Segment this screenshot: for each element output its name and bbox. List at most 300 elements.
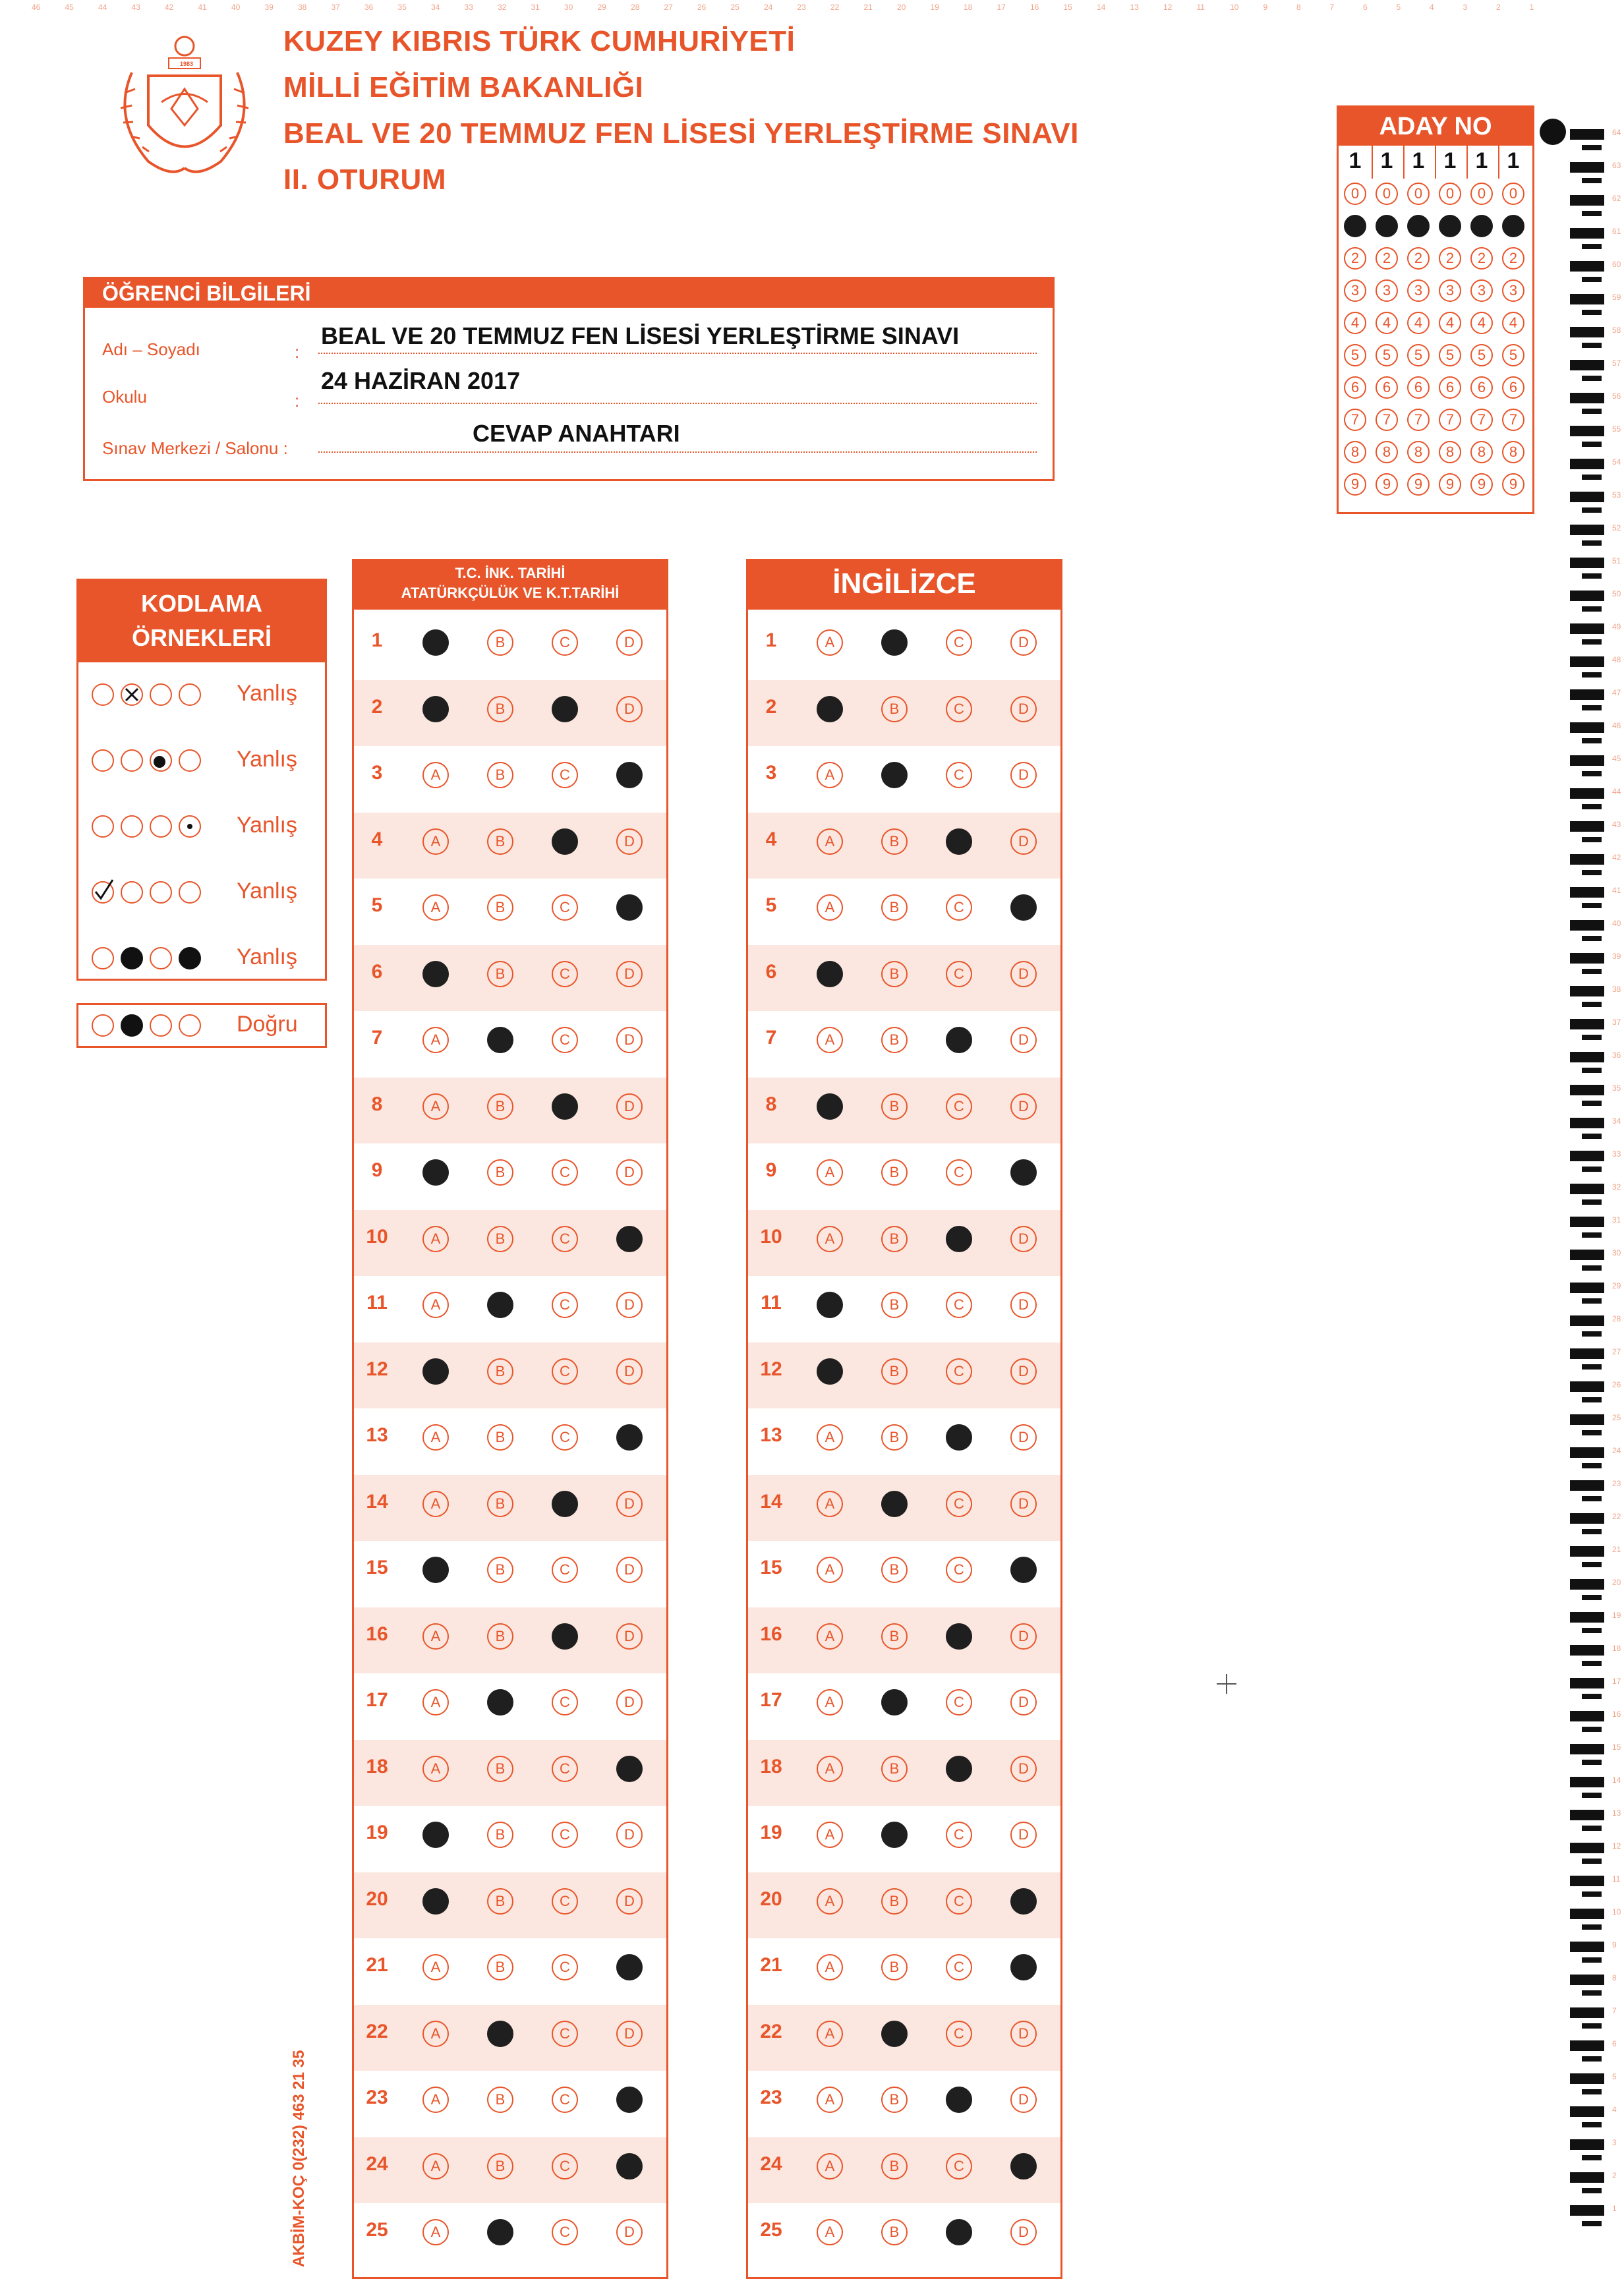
candidate-bubble[interactable]: 9 (1376, 473, 1398, 496)
answer-bubble-c[interactable]: C (946, 1491, 972, 1517)
candidate-bubble[interactable]: 5 (1407, 344, 1430, 366)
answer-bubble-a[interactable]: A (817, 2087, 843, 2113)
answer-bubble-c[interactable]: C (552, 1557, 578, 1583)
answer-bubble-d[interactable] (616, 2087, 643, 2113)
answer-bubble-b[interactable]: B (881, 696, 908, 722)
answer-bubble-d[interactable]: D (1010, 961, 1037, 987)
candidate-bubble[interactable]: 3 (1439, 279, 1461, 302)
answer-bubble-d[interactable]: D (616, 2021, 643, 2047)
answer-bubble-b[interactable]: B (881, 1292, 908, 1318)
answer-bubble-a[interactable]: A (422, 2087, 449, 2113)
answer-bubble-d[interactable]: D (616, 1027, 643, 1053)
candidate-bubble[interactable]: 6 (1376, 376, 1398, 399)
candidate-bubble[interactable] (1376, 215, 1398, 237)
candidate-bubble[interactable]: 5 (1502, 344, 1524, 366)
answer-bubble-d[interactable] (616, 894, 643, 921)
timing-mark (1570, 887, 1604, 898)
answer-bubble-d[interactable]: D (616, 828, 643, 855)
timing-submark (1582, 969, 1602, 974)
answer-bubble-a[interactable]: A (422, 1623, 449, 1650)
answer-bubble-a[interactable] (422, 696, 449, 722)
candidate-bubble[interactable]: 6 (1470, 376, 1493, 399)
digit-divider (1466, 146, 1468, 179)
answer-bubble-d[interactable] (1010, 894, 1037, 921)
answer-bubble-c[interactable]: C (946, 696, 972, 722)
candidate-bubble[interactable]: 5 (1344, 344, 1366, 366)
answer-bubble-b[interactable]: B (881, 2153, 908, 2179)
answer-bubble-d[interactable]: D (1010, 1292, 1037, 1318)
answer-bubble-c[interactable]: C (552, 2219, 578, 2245)
answer-bubble-d[interactable]: D (616, 696, 643, 722)
answer-bubble-d[interactable]: D (616, 2219, 643, 2245)
timing-number: 23 (1612, 1479, 1621, 1488)
candidate-bubble[interactable]: 9 (1439, 473, 1461, 496)
answer-bubble-c[interactable]: C (946, 1822, 972, 1848)
timing-mark (1570, 1052, 1604, 1062)
candidate-bubble[interactable]: 8 (1502, 441, 1524, 463)
answer-bubble-d[interactable] (616, 762, 643, 788)
answer-bubble-a[interactable]: A (422, 828, 449, 855)
candidate-bubble[interactable]: 4 (1376, 312, 1398, 334)
answer-bubble-a[interactable]: A (817, 762, 843, 788)
answer-bubble-d[interactable]: D (1010, 1093, 1037, 1120)
answer-bubble-b[interactable]: B (487, 1093, 513, 1120)
answer-bubble-a[interactable]: A (817, 2153, 843, 2179)
answer-bubble-d[interactable]: D (616, 1292, 643, 1318)
answer-bubble-a[interactable]: A (422, 894, 449, 921)
answer-bubble-d[interactable]: D (1010, 762, 1037, 788)
answer-bubble-a[interactable]: A (817, 894, 843, 921)
candidate-bubble[interactable]: 3 (1344, 279, 1366, 302)
candidate-bubble[interactable]: 0 (1376, 183, 1398, 205)
answer-bubble-a[interactable]: A (817, 1888, 843, 1915)
candidate-bubble[interactable] (1407, 215, 1430, 237)
answer-bubble-d[interactable]: D (1010, 1822, 1037, 1848)
candidate-bubble[interactable]: 9 (1344, 473, 1366, 496)
answer-bubble-a[interactable] (422, 1557, 449, 1583)
answer-bubble-d[interactable] (616, 1756, 643, 1782)
answer-bubble-d[interactable]: D (1010, 1689, 1037, 1716)
answer-row (748, 1210, 1060, 1276)
candidate-bubble[interactable]: 4 (1502, 312, 1524, 334)
answer-bubble-d[interactable]: D (616, 961, 643, 987)
answer-bubble-b[interactable]: B (487, 1491, 513, 1517)
center-value[interactable]: CEVAP ANAHTARI (473, 420, 680, 447)
answer-bubble-b[interactable]: B (487, 1226, 513, 1252)
answer-bubble-c[interactable] (552, 1623, 578, 1650)
answer-bubble-b[interactable]: B (881, 1358, 908, 1385)
answer-bubble-b[interactable] (487, 2219, 513, 2245)
answer-bubble-b[interactable] (487, 1292, 513, 1318)
timing-submark (1582, 1463, 1602, 1468)
answer-bubble-d[interactable]: D (1010, 1226, 1037, 1252)
answer-bubble-c[interactable]: C (552, 1159, 578, 1186)
answer-bubble-a[interactable]: A (817, 2021, 843, 2047)
answer-bubble-b[interactable]: B (881, 1557, 908, 1583)
history-column-title (354, 561, 666, 610)
answer-bubble-c[interactable]: C (552, 762, 578, 788)
answer-bubble-a[interactable]: A (422, 1292, 449, 1318)
answer-bubble-b[interactable] (881, 1491, 908, 1517)
timing-number: 48 (1612, 655, 1621, 664)
answer-bubble-b[interactable] (487, 2021, 513, 2047)
answer-bubble-b[interactable]: B (487, 1954, 513, 1980)
answer-bubble-b[interactable]: B (487, 1888, 513, 1915)
answer-bubble-b[interactable]: B (881, 1027, 908, 1053)
answer-bubble-d[interactable]: D (1010, 629, 1037, 656)
candidate-bubble[interactable]: 3 (1407, 279, 1430, 302)
answer-bubble-b[interactable]: B (487, 1557, 513, 1583)
candidate-bubble[interactable]: 2 (1470, 247, 1493, 270)
answer-bubble-c[interactable]: C (552, 1888, 578, 1915)
answer-bubble-d[interactable]: D (1010, 2219, 1037, 2245)
answer-bubble-a[interactable]: A (817, 1623, 843, 1650)
timing-number: 2 (1612, 2171, 1617, 2180)
answer-bubble-d[interactable]: D (616, 629, 643, 656)
timing-mark (1570, 1184, 1604, 1194)
answer-bubble-a[interactable]: A (422, 1027, 449, 1053)
answer-bubble-a[interactable] (817, 1292, 843, 1318)
candidate-bubble[interactable]: 7 (1344, 409, 1366, 431)
candidate-bubble[interactable]: 8 (1344, 441, 1366, 463)
answer-bubble-a[interactable]: A (422, 1954, 449, 1980)
answer-bubble-d[interactable] (1010, 1888, 1037, 1915)
answer-bubble-a[interactable] (422, 1159, 449, 1186)
answer-bubble-b[interactable]: B (487, 696, 513, 722)
answer-bubble-a[interactable] (422, 629, 449, 656)
candidate-bubble[interactable]: 6 (1407, 376, 1430, 399)
candidate-bubble[interactable]: 2 (1376, 247, 1398, 270)
answer-bubble-a[interactable] (817, 961, 843, 987)
answer-bubble-d[interactable]: D (616, 1822, 643, 1848)
answer-bubble-a[interactable] (817, 1358, 843, 1385)
answer-bubble-a[interactable]: A (817, 1756, 843, 1782)
top-timing-numbers (26, 0, 1542, 14)
answer-bubble-d[interactable] (1010, 1159, 1037, 1186)
answer-bubble-b[interactable]: B (881, 2219, 908, 2245)
candidate-bubble[interactable]: 2 (1344, 247, 1366, 270)
answer-bubble-c[interactable]: C (552, 2153, 578, 2179)
answer-bubble-d[interactable]: D (616, 1159, 643, 1186)
timing-submark (1582, 145, 1602, 150)
answer-bubble-a[interactable]: A (817, 1689, 843, 1716)
candidate-bubble[interactable]: 2 (1407, 247, 1430, 270)
candidate-bubble[interactable]: 5 (1470, 344, 1493, 366)
candidate-bubble[interactable]: 2 (1502, 247, 1524, 270)
answer-bubble-b[interactable]: B (487, 1159, 513, 1186)
answer-bubble-c[interactable]: C (946, 894, 972, 921)
answer-bubble-c[interactable]: C (552, 894, 578, 921)
answer-bubble-b[interactable]: B (881, 961, 908, 987)
answer-bubble-a[interactable]: A (817, 1027, 843, 1053)
answer-bubble-b[interactable]: B (487, 1623, 513, 1650)
answer-bubble-c[interactable]: C (946, 2021, 972, 2047)
timing-submark (1582, 1891, 1602, 1897)
answer-bubble-b[interactable]: B (487, 1424, 513, 1451)
candidate-bubble[interactable]: 8 (1439, 441, 1461, 463)
answer-bubble-b[interactable]: B (487, 762, 513, 788)
timing-number: 25 (1612, 1413, 1621, 1422)
answer-bubble-d[interactable]: D (616, 1623, 643, 1650)
answer-bubble-b[interactable]: B (487, 828, 513, 855)
answer-bubble-c[interactable]: C (946, 1093, 972, 1120)
answer-bubble-c[interactable]: C (946, 762, 972, 788)
candidate-bubble[interactable]: 3 (1376, 279, 1398, 302)
answer-bubble-a[interactable]: A (422, 1491, 449, 1517)
candidate-bubble[interactable]: 7 (1502, 409, 1524, 431)
answer-bubble-a[interactable]: A (817, 1491, 843, 1517)
candidate-bubble[interactable]: 7 (1407, 409, 1430, 431)
name-value[interactable]: BEAL VE 20 TEMMUZ FEN LİSESİ YERLEŞTİRME SINAVI (321, 322, 960, 349)
answer-bubble-a[interactable]: A (422, 1093, 449, 1120)
answer-bubble-b[interactable] (881, 629, 908, 656)
answer-bubble-a[interactable] (422, 961, 449, 987)
answer-bubble-b[interactable]: B (881, 1954, 908, 1980)
answer-bubble-d[interactable] (616, 1424, 643, 1451)
answer-bubble-d[interactable]: D (1010, 696, 1037, 722)
answer-bubble-a[interactable]: A (422, 1424, 449, 1451)
candidate-bubble[interactable]: 7 (1439, 409, 1461, 431)
answer-bubble-c[interactable]: C (946, 2153, 972, 2179)
answer-bubble-a[interactable]: A (817, 1226, 843, 1252)
answer-bubble-d[interactable] (1010, 2153, 1037, 2179)
timing-number: 52 (1612, 523, 1621, 533)
answer-bubble-a[interactable]: A (422, 762, 449, 788)
answer-bubble-c[interactable] (946, 1623, 972, 1650)
answer-bubble-d[interactable]: D (616, 1888, 643, 1915)
answer-bubble-b[interactable] (881, 762, 908, 788)
answer-bubble-a[interactable]: A (817, 1954, 843, 1980)
candidate-bubble[interactable] (1470, 215, 1493, 237)
answer-bubble-d[interactable] (616, 1226, 643, 1252)
answer-bubble-c[interactable]: C (946, 961, 972, 987)
candidate-bubble[interactable]: 8 (1376, 441, 1398, 463)
answer-bubble-c[interactable]: C (552, 629, 578, 656)
answer-row (354, 1872, 666, 1938)
candidate-bubble[interactable]: 4 (1470, 312, 1493, 334)
answer-bubble-b[interactable]: B (881, 1623, 908, 1650)
answer-bubble-c[interactable]: C (946, 1358, 972, 1385)
answer-bubble-c[interactable] (946, 828, 972, 855)
candidate-bubble[interactable]: 8 (1407, 441, 1430, 463)
answer-bubble-a[interactable]: A (422, 1689, 449, 1716)
answer-bubble-a[interactable] (817, 1093, 843, 1120)
answer-bubble-d[interactable] (1010, 1557, 1037, 1583)
answer-bubble-a[interactable]: A (422, 2153, 449, 2179)
candidate-bubble[interactable]: 2 (1439, 247, 1461, 270)
answer-bubble-b[interactable]: B (881, 1888, 908, 1915)
answer-bubble-b[interactable]: B (487, 894, 513, 921)
answer-bubble-d[interactable]: D (616, 1689, 643, 1716)
school-value[interactable]: 24 HAZİRAN 2017 (321, 367, 521, 394)
answer-bubble-b[interactable]: B (487, 961, 513, 987)
answer-bubble-d[interactable] (616, 2153, 643, 2179)
answer-bubble-b[interactable]: B (881, 828, 908, 855)
answer-bubble-b[interactable]: B (881, 894, 908, 921)
answer-bubble-d[interactable]: D (1010, 1756, 1037, 1782)
answer-bubble-c[interactable]: C (552, 961, 578, 987)
candidate-bubble[interactable]: 3 (1470, 279, 1493, 302)
timing-submark (1582, 507, 1602, 513)
answer-bubble-a[interactable]: A (422, 2021, 449, 2047)
candidate-bubble[interactable]: 7 (1376, 409, 1398, 431)
answer-bubble-c[interactable] (552, 1093, 578, 1120)
candidate-bubble[interactable]: 9 (1470, 473, 1493, 496)
answer-bubble-c[interactable]: C (552, 1689, 578, 1716)
answer-bubble-a[interactable]: A (422, 1226, 449, 1252)
answer-bubble-d[interactable]: D (1010, 1623, 1037, 1650)
answer-bubble-d[interactable]: D (616, 1358, 643, 1385)
answer-bubble-a[interactable] (422, 1358, 449, 1385)
candidate-bubble[interactable]: 6 (1502, 376, 1524, 399)
answer-bubble-a[interactable]: A (817, 1159, 843, 1186)
answer-bubble-b[interactable]: B (487, 2087, 513, 2113)
answer-row (354, 2071, 666, 2137)
timing-submark (1582, 936, 1602, 941)
timing-submark (1582, 1760, 1602, 1765)
answer-bubble-b[interactable]: B (881, 2087, 908, 2113)
answer-bubble-b[interactable]: B (881, 1159, 908, 1186)
answer-bubble-d[interactable]: D (1010, 2087, 1037, 2113)
candidate-bubble[interactable]: 7 (1470, 409, 1493, 431)
top-timing-number: 37 (331, 3, 340, 12)
answer-bubble-d[interactable]: D (616, 1093, 643, 1120)
answer-bubble-c[interactable] (552, 1491, 578, 1517)
answer-bubble-c[interactable]: C (946, 1888, 972, 1915)
answer-bubble-b[interactable] (881, 2021, 908, 2047)
answer-bubble-c[interactable] (946, 1226, 972, 1252)
answer-bubble-d[interactable] (616, 1954, 643, 1980)
answer-bubble-c[interactable] (946, 2219, 972, 2245)
answer-row (748, 1872, 1060, 1938)
answer-bubble-c[interactable] (946, 1424, 972, 1451)
candidate-bubble[interactable] (1344, 215, 1366, 237)
answer-bubble-c[interactable]: C (552, 1027, 578, 1053)
answer-bubble-a[interactable] (817, 696, 843, 722)
candidate-bubble[interactable]: 0 (1344, 183, 1366, 205)
partial-fill-icon (150, 749, 172, 772)
answer-bubble-a[interactable]: A (817, 1557, 843, 1583)
answer-bubble-c[interactable]: C (552, 1226, 578, 1252)
answer-bubble-d[interactable]: D (1010, 1358, 1037, 1385)
answer-bubble-b[interactable]: B (487, 629, 513, 656)
answer-bubble-a[interactable]: A (422, 1756, 449, 1782)
answer-bubble-c[interactable]: C (552, 2021, 578, 2047)
candidate-bubble[interactable]: 0 (1407, 183, 1430, 205)
top-timing-number: 12 (1163, 3, 1173, 12)
answer-bubble-d[interactable]: D (1010, 828, 1037, 855)
answer-bubble-d[interactable]: D (616, 1557, 643, 1583)
candidate-bubble[interactable]: 9 (1407, 473, 1430, 496)
answer-bubble-c[interactable]: C (946, 1557, 972, 1583)
answer-bubble-c[interactable] (946, 1756, 972, 1782)
answer-bubble-c[interactable]: C (552, 1954, 578, 1980)
answer-bubble-b[interactable]: B (487, 2153, 513, 2179)
answer-bubble-b[interactable]: B (487, 1822, 513, 1848)
answer-bubble-c[interactable]: C (552, 2087, 578, 2113)
timing-submark (1582, 2089, 1602, 2094)
timing-mark (1570, 228, 1604, 239)
answer-row (748, 1276, 1060, 1342)
candidate-bubble[interactable] (1502, 215, 1524, 237)
answer-bubble-d[interactable]: D (1010, 1424, 1037, 1451)
question-number: 1 (765, 629, 777, 651)
candidate-bubble[interactable]: 4 (1344, 312, 1366, 334)
candidate-bubble[interactable]: 6 (1439, 376, 1461, 399)
answer-bubble-c[interactable]: C (946, 1292, 972, 1318)
answer-bubble-c[interactable] (552, 696, 578, 722)
answer-bubble-a[interactable]: A (817, 1424, 843, 1451)
candidate-bubble[interactable] (1439, 215, 1461, 237)
candidate-bubble[interactable]: 0 (1470, 183, 1493, 205)
answer-bubble-c[interactable]: C (946, 1159, 972, 1186)
answer-bubble-d[interactable]: D (1010, 1027, 1037, 1053)
answer-row (354, 614, 666, 679)
candidate-bubble[interactable]: 6 (1344, 376, 1366, 399)
answer-bubble-b[interactable]: B (881, 1226, 908, 1252)
answer-bubble-c[interactable]: C (552, 1358, 578, 1385)
answer-bubble-a[interactable]: A (817, 828, 843, 855)
candidate-bubble[interactable]: 3 (1502, 279, 1524, 302)
candidate-digit: 1 (1380, 148, 1393, 173)
candidate-bubble[interactable]: 5 (1376, 344, 1398, 366)
answer-bubble-b[interactable]: B (881, 1756, 908, 1782)
candidate-bubble[interactable]: 9 (1502, 473, 1524, 496)
candidate-bubble[interactable]: 0 (1502, 183, 1524, 205)
answer-bubble-a[interactable] (422, 1822, 449, 1848)
answer-bubble-a[interactable]: A (817, 1822, 843, 1848)
answer-bubble-c[interactable]: C (552, 1756, 578, 1782)
answer-bubble-b[interactable] (881, 1822, 908, 1848)
answer-bubble-c[interactable] (552, 828, 578, 855)
answer-bubble-b[interactable]: B (487, 1756, 513, 1782)
answer-bubble-b[interactable] (487, 1689, 513, 1716)
answer-bubble-a[interactable]: A (422, 2219, 449, 2245)
answer-bubble-a[interactable]: A (817, 629, 843, 656)
top-timing-number: 17 (997, 3, 1006, 12)
answer-bubble-c[interactable]: C (946, 1954, 972, 1980)
top-timing-number: 7 (1329, 3, 1335, 12)
candidate-bubble[interactable]: 0 (1439, 183, 1461, 205)
answer-bubble-d[interactable] (1010, 1954, 1037, 1980)
answer-bubble-d[interactable]: D (1010, 1491, 1037, 1517)
answer-bubble-c[interactable]: C (946, 1689, 972, 1716)
candidate-bubble[interactable]: 4 (1439, 312, 1461, 334)
answer-bubble-c[interactable] (946, 2087, 972, 2113)
answer-bubble-d[interactable]: D (1010, 2021, 1037, 2047)
candidate-bubble[interactable]: 4 (1407, 312, 1430, 334)
candidate-digit: 1 (1412, 148, 1425, 173)
answer-bubble-b[interactable]: B (881, 1093, 908, 1120)
top-timing-number: 36 (364, 3, 374, 12)
answer-bubble-a[interactable] (422, 1888, 449, 1915)
answer-bubble-b[interactable]: B (487, 1358, 513, 1385)
answer-bubble-b[interactable] (881, 1689, 908, 1716)
answer-bubble-d[interactable]: D (616, 1491, 643, 1517)
answer-bubble-c[interactable]: C (946, 629, 972, 656)
answer-bubble-c[interactable]: C (552, 1424, 578, 1451)
answer-bubble-c[interactable] (946, 1027, 972, 1053)
candidate-bubble[interactable]: 5 (1439, 344, 1461, 366)
answer-bubble-a[interactable]: A (817, 2219, 843, 2245)
answer-bubble-c[interactable]: C (552, 1292, 578, 1318)
question-number: 21 (760, 1954, 782, 1976)
answer-bubble-b[interactable] (487, 1027, 513, 1053)
candidate-bubble[interactable]: 8 (1470, 441, 1493, 463)
answer-bubble-b[interactable]: B (881, 1424, 908, 1451)
answer-bubble-c[interactable]: C (552, 1822, 578, 1848)
candidate-number-title: ADAY NO (1339, 107, 1532, 146)
